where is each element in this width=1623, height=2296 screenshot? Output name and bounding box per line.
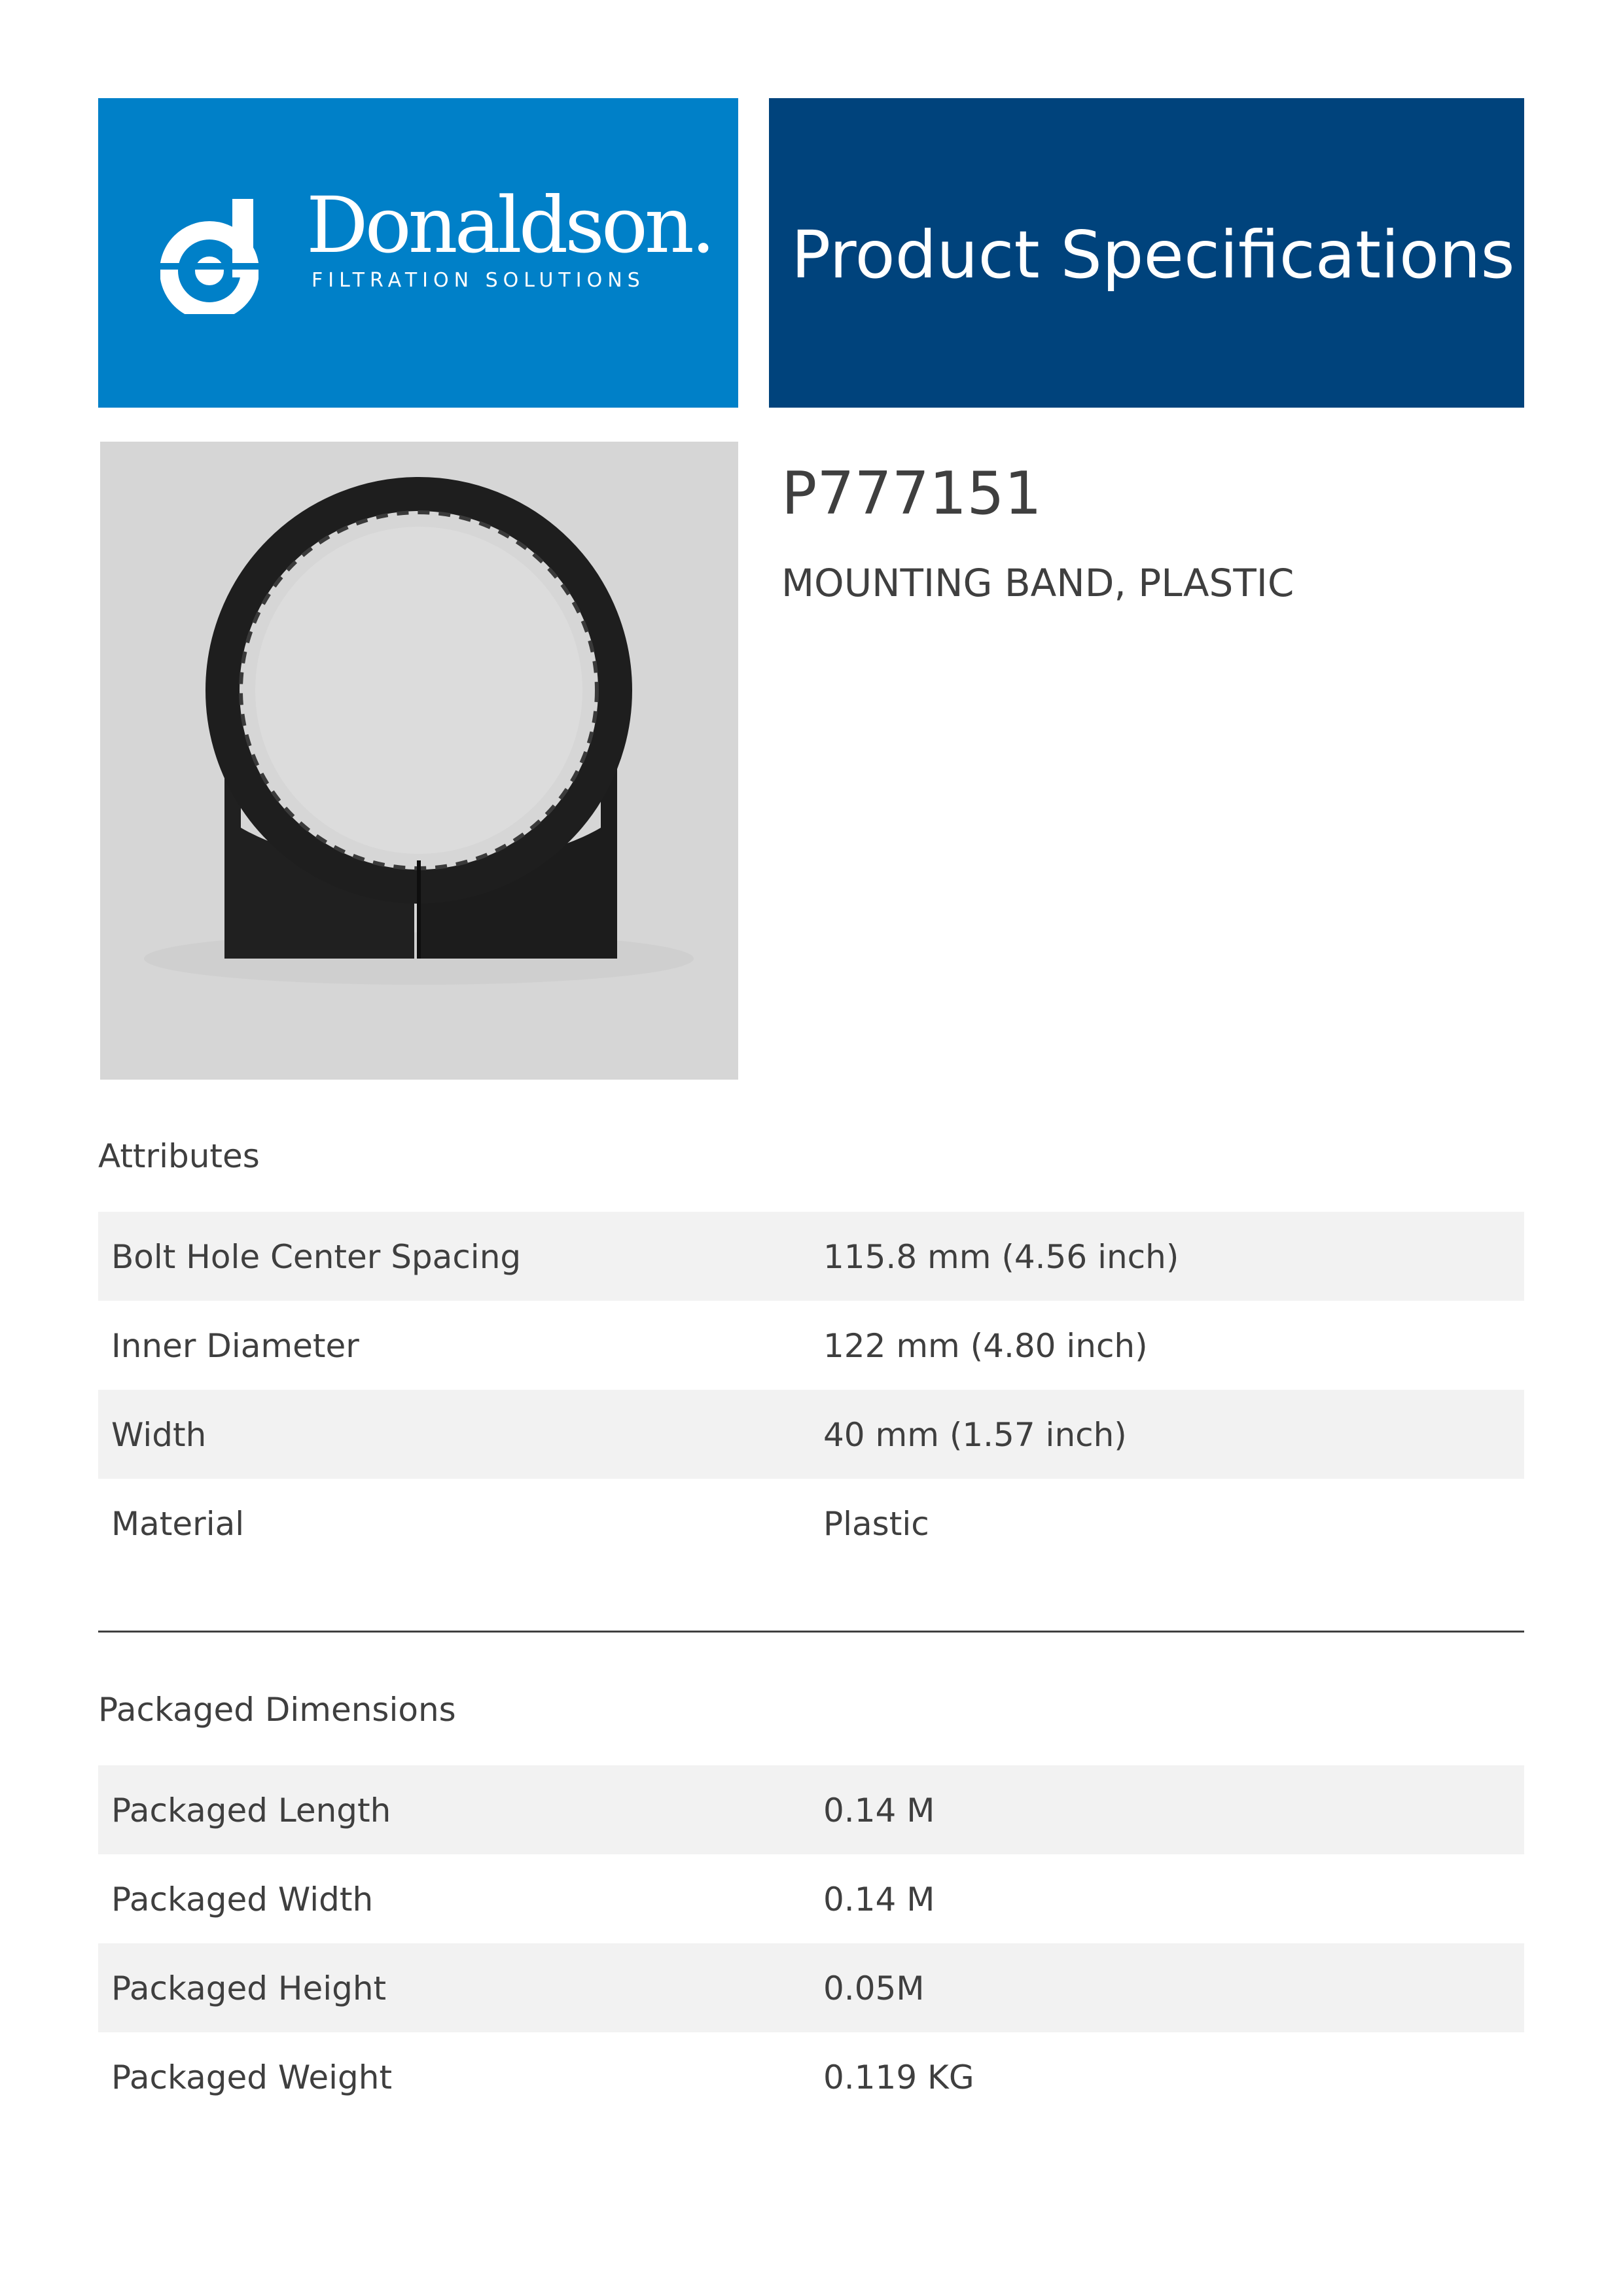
dimension-label: Packaged Length bbox=[111, 1792, 391, 1829]
table-row bbox=[98, 1943, 1524, 2032]
attribute-label: Inner Diameter bbox=[111, 1327, 359, 1365]
dimension-value: 0.14 M bbox=[823, 1792, 935, 1829]
table-row bbox=[98, 2032, 1524, 2121]
packaged-dimensions-heading: Packaged Dimensions bbox=[98, 1691, 456, 1729]
part-description: MOUNTING BAND, PLASTIC bbox=[781, 561, 1294, 605]
packaged-dimensions-table bbox=[98, 1765, 1524, 2121]
dimension-label: Packaged Height bbox=[111, 1969, 387, 2007]
dimension-label: Packaged Width bbox=[111, 1881, 374, 1918]
attributes-table bbox=[98, 1212, 1524, 1568]
attributes-heading: Attributes bbox=[98, 1137, 260, 1175]
dimension-value: 0.119 KG bbox=[823, 2058, 974, 2096]
mounting-band-image bbox=[100, 442, 738, 1080]
table-row bbox=[98, 1479, 1524, 1568]
dimension-value: 0.05M bbox=[823, 1969, 925, 2007]
attribute-value: 115.8 mm (4.56 inch) bbox=[823, 1238, 1179, 1276]
logo-wordmark: Donaldson. bbox=[306, 180, 713, 270]
logo-tagline: FILTRATION SOLUTIONS bbox=[312, 269, 645, 292]
title-banner bbox=[769, 98, 1524, 408]
table-row bbox=[98, 1301, 1524, 1390]
attribute-label: Width bbox=[111, 1416, 207, 1454]
page-title: Product Specifications bbox=[791, 217, 1515, 293]
part-number: P777151 bbox=[781, 459, 1042, 528]
table-row bbox=[98, 1765, 1524, 1854]
dimension-label: Packaged Weight bbox=[111, 2058, 393, 2096]
attribute-label: Material bbox=[111, 1505, 245, 1543]
dimension-value: 0.14 M bbox=[823, 1881, 935, 1918]
product-image bbox=[100, 442, 738, 1080]
donaldson-logo-icon bbox=[160, 199, 259, 314]
table-row bbox=[98, 1390, 1524, 1479]
section-divider bbox=[98, 1631, 1524, 1633]
attribute-value: 40 mm (1.57 inch) bbox=[823, 1416, 1127, 1454]
attribute-label: Bolt Hole Center Spacing bbox=[111, 1238, 522, 1276]
logo-banner bbox=[98, 98, 738, 408]
table-row bbox=[98, 1212, 1524, 1301]
table-row bbox=[98, 1854, 1524, 1943]
attribute-value: Plastic bbox=[823, 1505, 929, 1543]
attribute-value: 122 mm (4.80 inch) bbox=[823, 1327, 1148, 1365]
